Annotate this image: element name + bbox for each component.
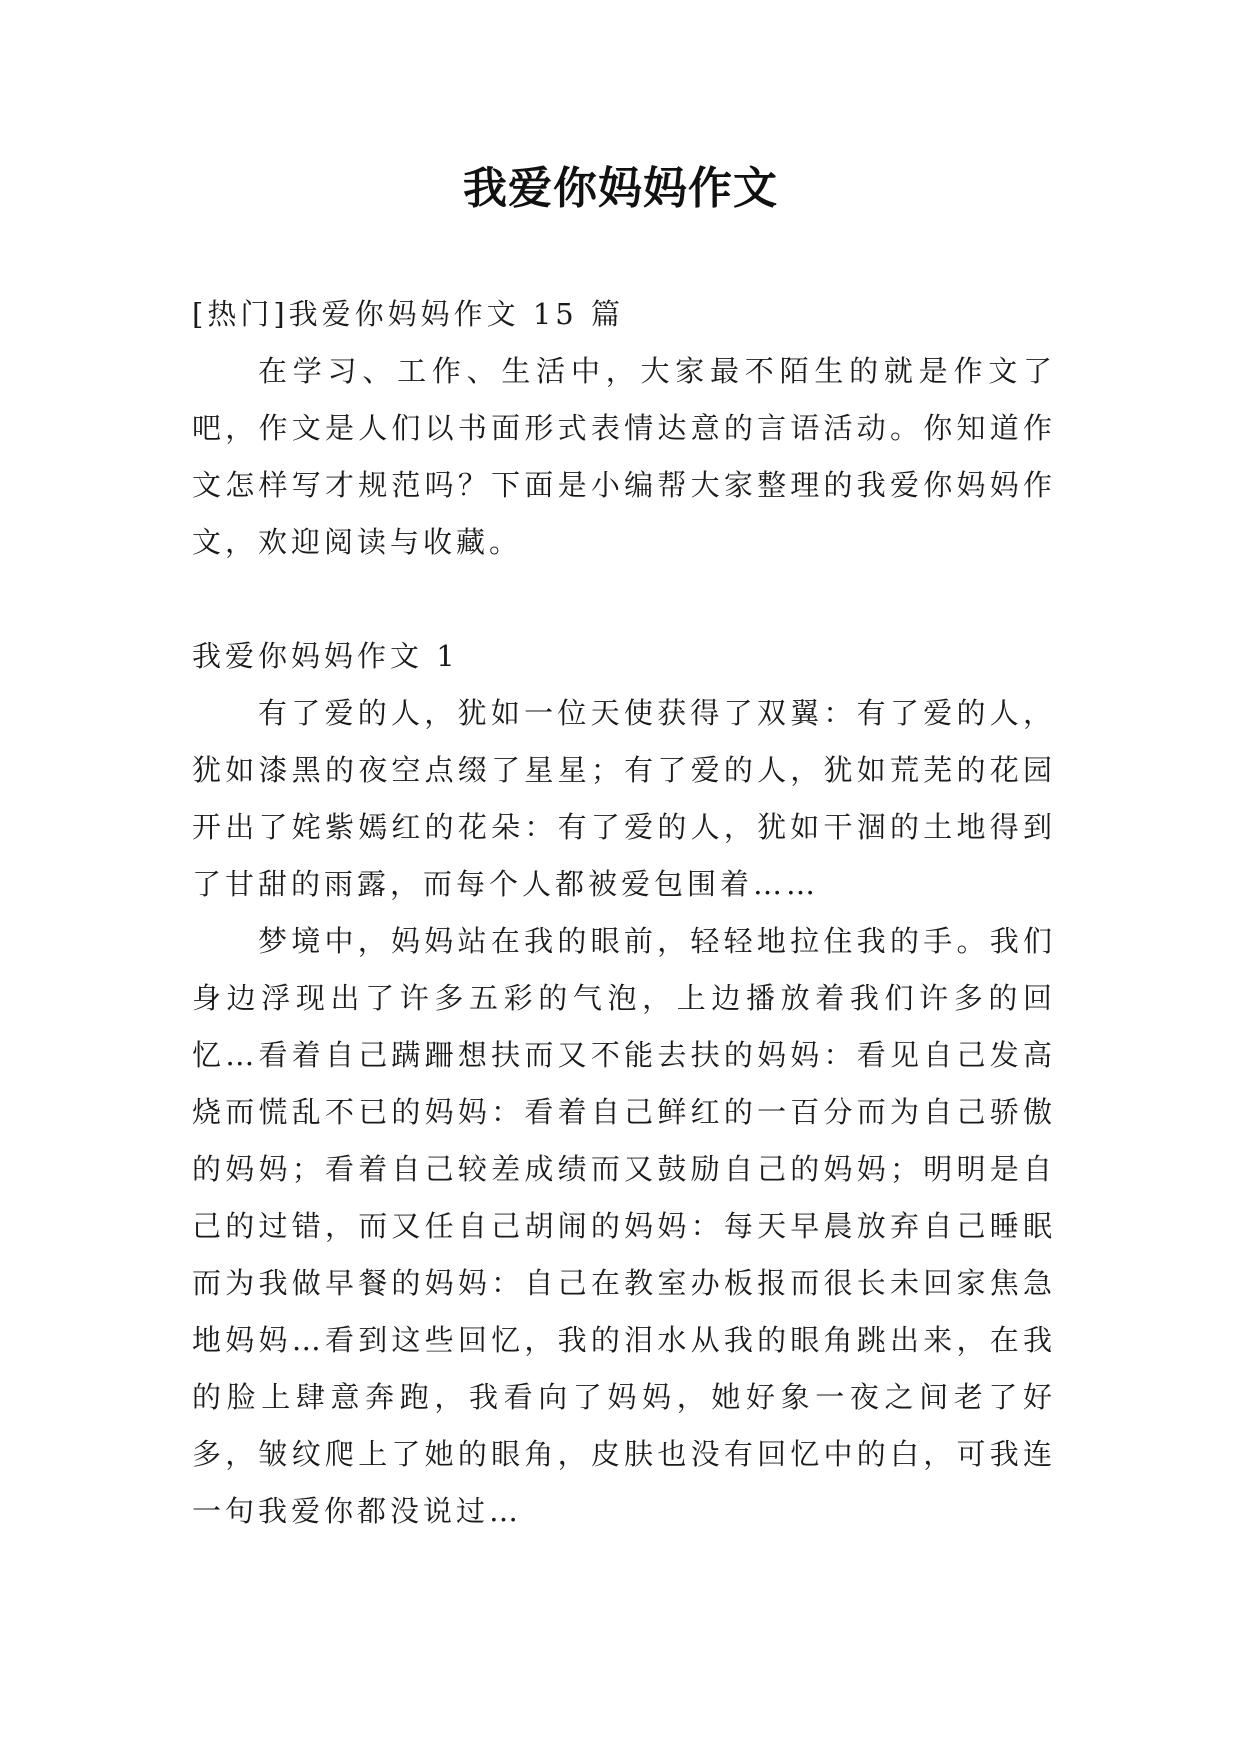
document-body bbox=[192, 286, 1056, 1540]
body-paragraph: 梦境中，妈妈站在我的眼前，轻轻地拉住我的手。我们身边浮现出了许多五彩的气泡，上边播放着我们许多的回忆…看着自己蹒跚想扶而又不能去扶的妈妈：看见自己发高烧而慌乱不已的妈妈：看着自己鲜红的一百分而为自己骄傲的妈妈；看着自己较差成绩而又鼓励自己的妈妈；明明是自己的过错，而又任自己胡闹的妈妈：每天早晨放弃自己睡眠而为我做早餐的妈妈：自己在教室办板报而很长未回家焦急地妈妈…看到这些回忆，我的泪水从我的眼角跳出来，在我的脸上肆意奔跑，我看向了妈妈，她好象一夜之间老了好多，皱纹爬上了她的眼角，皮肤也没有回忆中的白，可我连一句我爱你都没说过… bbox=[192, 924, 1056, 1528]
paragraph-gap bbox=[192, 571, 1056, 628]
document-subtitle: [热门]我爱你妈妈作文 15 篇 bbox=[192, 297, 624, 331]
document-title: 我爱你妈妈作文 bbox=[463, 163, 778, 214]
section-heading: 我爱你妈妈作文 1 bbox=[192, 639, 459, 673]
body-paragraph: 有了爱的人，犹如一位天使获得了双翼：有了爱的人，犹如漆黑的夜空点缀了星星；有了爱的人，犹如荒芜的花园开出了姹紫嫣红的花朵：有了爱的人，犹如干涸的土地得到了甘甜的雨露，而每个人都被爱包围着…… bbox=[192, 696, 1056, 901]
intro-paragraph: 在学习、工作、生活中，大家最不陌生的就是作文了吧，作文是人们以书面形式表情达意的言语活动。你知道作文怎样写才规范吗？下面是小编帮大家整理的我爱你妈妈作文，欢迎阅读与收藏。 bbox=[192, 354, 1056, 559]
